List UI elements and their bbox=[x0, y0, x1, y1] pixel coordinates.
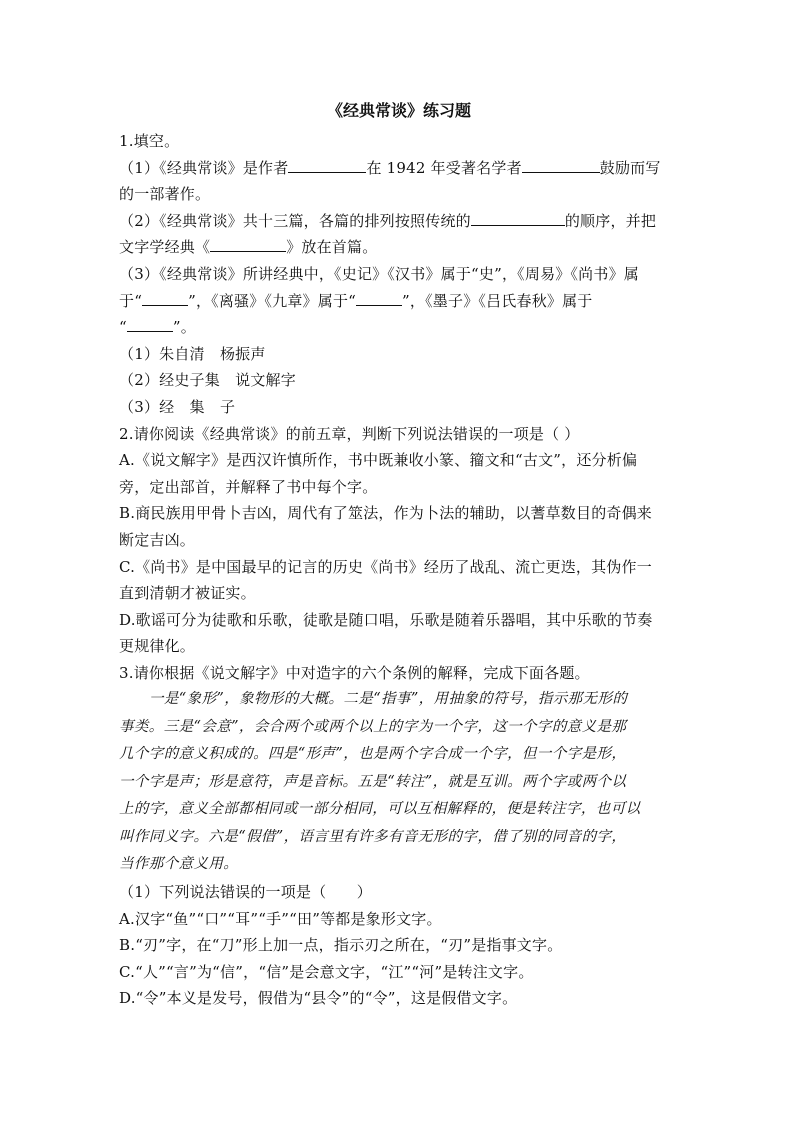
q2-option-b-line2: 断定吉凶。 bbox=[119, 530, 196, 549]
q2-option-a-line1: A.《说文解字》是西汉许慎所作，书中既兼收小篆、籀文和“古文”，还分析偏 bbox=[119, 451, 638, 470]
q3-passage-line-3: 几个字的意义积成的。四是“形声”，也是两个字合成一个字，但一个字是形， bbox=[119, 746, 627, 763]
q2-option-c-line2: 直到清朝才被证实。 bbox=[119, 584, 256, 603]
q1-sub2-text-b: 的顺序，并把 bbox=[564, 211, 657, 230]
q1-sub1-blank-author[interactable] bbox=[288, 158, 366, 173]
document-page bbox=[119, 96, 679, 1012]
q1-sub3-blank-1[interactable] bbox=[142, 291, 188, 306]
q1-sub2-blank-order[interactable] bbox=[471, 211, 565, 226]
q1-sub2-text-c: 文字学经典《 bbox=[119, 238, 211, 257]
q2-option-d-line2: 更规律化。 bbox=[119, 637, 196, 656]
q1-sub1-line1 bbox=[119, 155, 679, 182]
q1-sub1-line2: 的一部著作。 bbox=[119, 185, 211, 204]
q1-answer-3: （3）经 集 子 bbox=[119, 397, 236, 416]
q2-option-c-line1: C.《尚书》是中国最早的记言的历史《尚书》经历了战乱、流亡更迭，其伪作一 bbox=[119, 557, 652, 576]
q1-sub3-line1: （3）《经典常谈》所讲经典中，《史记》《汉书》属于“史”，《周易》《尚书》属 bbox=[119, 264, 639, 283]
q1-sub3-line3 bbox=[119, 314, 679, 341]
q1-answer-2: （2）经史子集 说文解字 bbox=[119, 371, 296, 390]
q2-heading: 2.请你阅读《经典常谈》的前五章，判断下列说法错误的一项是（ ） bbox=[119, 424, 580, 443]
q3-passage bbox=[119, 686, 679, 879]
q3-passage-line-2: 事类。三是“会意”，会合两个或两个以上的字为一个字，这一个字的意义是那 bbox=[119, 718, 627, 735]
q1-answer-1: （1）朱自清 杨振声 bbox=[119, 344, 266, 363]
q3-passage-line-5: 上的字，意义全部都相同或一部分相同，可以互相解释的，便是转注字，也可以 bbox=[119, 801, 641, 818]
q1-sub3-text-d: ”，《墨子》《吕氏春秋》属于 bbox=[402, 291, 593, 310]
q3-heading: 3.请你根据《说文解字》中对造字的六个条例的解释，完成下面各题。 bbox=[119, 663, 590, 682]
q3-sub1-option-b: B.“刃”字，在“刀”形上加一点，指示刃之所在，“刃”是指事文字。 bbox=[119, 936, 563, 955]
q1-sub3-blank-3[interactable] bbox=[127, 317, 173, 332]
q1-sub3-text-c: ”，《离骚》《九章》属于“ bbox=[188, 291, 357, 310]
q1-sub2-blank-classic[interactable] bbox=[210, 237, 286, 252]
q2-option-d-line1: D.歌谣可分为徒歌和乐歌，徒歌是随口唱，乐歌是随着乐器唱，其中乐歌的节奏 bbox=[119, 610, 653, 629]
q1-sub2-text-a: （2）《经典常谈》共十三篇，各篇的排列按照传统的 bbox=[119, 211, 471, 230]
q2-option-b-line1: B.商民族用甲骨卜吉凶，周代有了筮法，作为卜法的辅助，以蓍草数目的奇偶来 bbox=[119, 504, 652, 523]
q1-sub3-line2 bbox=[119, 288, 679, 315]
q3-passage-line-4: 一个字是声；形是意符，声是音标。五是“转注”，就是互训。两个字或两个以 bbox=[119, 773, 627, 790]
q3-passage-line-1: 一是“象形”，象物形的大概。二是“指事”，用抽象的符号，指示那无形的 bbox=[149, 691, 628, 708]
q3-passage-line-6: 叫作同义字。六是“假借”，语言里有许多有音无形的字，借了别的同音的字， bbox=[119, 828, 627, 845]
q3-sub1-option-c: C.“人”“言”为“信”，“信”是会意文字，“江”“河”是转注文字。 bbox=[119, 962, 534, 981]
q1-sub1-blank-scholar[interactable] bbox=[522, 158, 600, 173]
q2-option-a-line2: 旁，定出部首，并解释了书中每个字。 bbox=[119, 477, 378, 496]
q1-sub2-line2 bbox=[119, 234, 679, 261]
q1-sub2-text-d: 》放在首篇。 bbox=[286, 238, 378, 257]
q3-sub1-heading: （1）下列说法错误的一项是（ ） bbox=[119, 882, 372, 901]
q1-sub3-text-b: 于“ bbox=[119, 291, 143, 310]
q1-sub1-text-b: 在 1942 年受著名学者 bbox=[366, 158, 522, 177]
q1-sub3-text-f: ”。 bbox=[172, 318, 196, 337]
q3-passage-line-7: 当作那个意义用。 bbox=[119, 856, 239, 873]
q1-sub1-text-c: 鼓励而写 bbox=[599, 158, 661, 177]
page-title: 《经典常谈》练习题 bbox=[326, 101, 471, 120]
q1-heading: 1.填空。 bbox=[119, 132, 180, 150]
q1-sub2-line1 bbox=[119, 208, 679, 235]
q3-sub1-option-d: D.“令”本义是发号，假借为“县令”的“令”，这是假借文字。 bbox=[119, 989, 518, 1008]
q1-sub3-blank-2[interactable] bbox=[356, 291, 402, 306]
q1-sub3-text-e: “ bbox=[119, 318, 127, 337]
q1-sub1-text-a: （1）《经典常谈》是作者 bbox=[119, 158, 289, 177]
q3-sub1-option-a: A.汉字“鱼”“口”“耳”“手”“田”等都是象形文字。 bbox=[119, 909, 442, 928]
